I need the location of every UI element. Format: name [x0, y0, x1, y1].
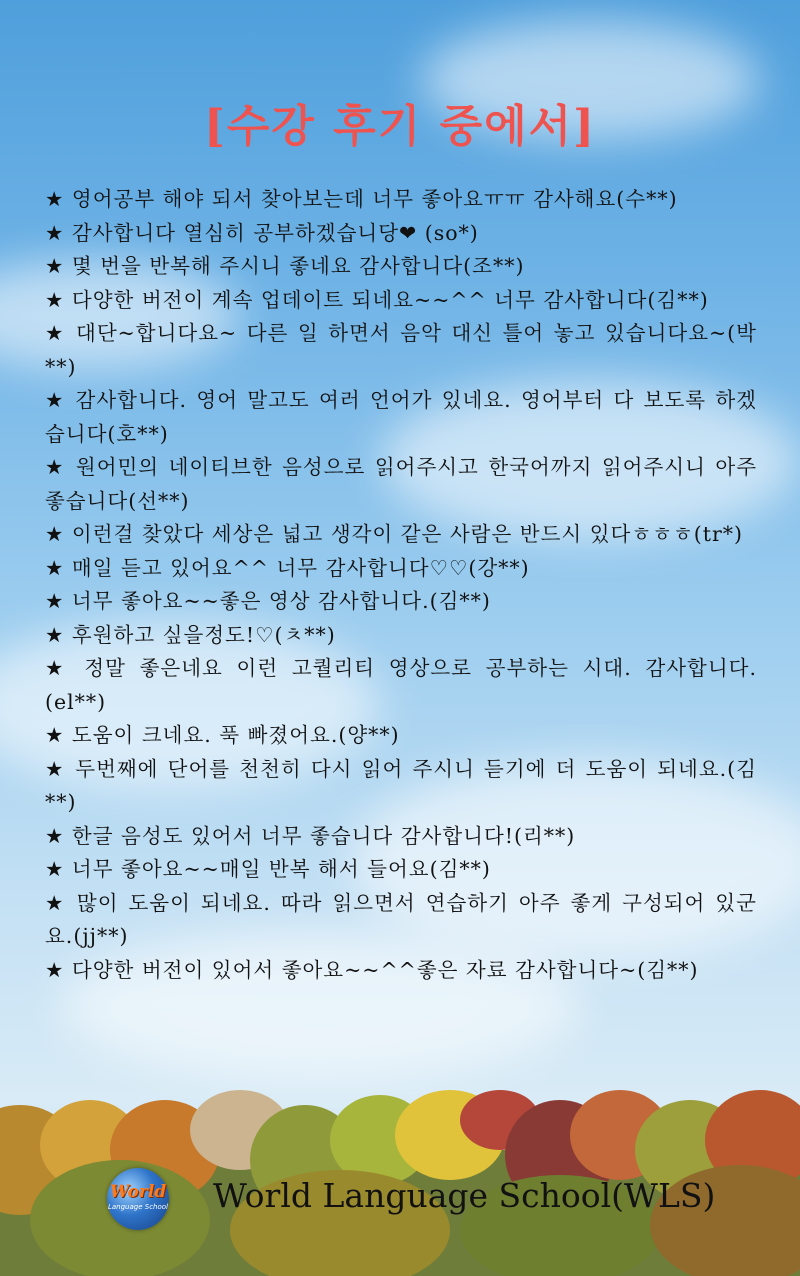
star-bullet-icon: ★: [45, 455, 67, 479]
review-text: 많이 도움이 되네요. 따라 읽으면서 연습하기 아주 좋게 구성되어 있군요.(jj**): [45, 890, 757, 948]
review-item: [45, 954, 757, 988]
review-text: 너무 좋아요~~매일 반복 해서 들어요(김**): [71, 857, 491, 881]
review-item: [45, 853, 757, 887]
review-text: 한글 음성도 있어서 너무 좋습니다 감사합니다!(리**): [71, 823, 576, 848]
review-text: 매일 듣고 있어요^^ 너무 감사합니다♡♡(강**): [71, 555, 530, 580]
review-text: 두번째에 단어를 천천히 다시 읽어 주시니 듣기에 더 도움이 되네요.(김**): [45, 756, 757, 814]
star-bullet-icon: ★: [45, 723, 65, 747]
review-text: 다양한 버전이 계속 업데이트 되네요~~^^ 너무 감사합니다(김**): [71, 287, 709, 312]
review-text: 대단~합니다요~ 다른 일 하면서 음악 대신 틀어 놓고 있습니다요~(박**): [45, 321, 757, 379]
review-text: 도움이 크네요. 푹 빠졌어요.(양**): [71, 723, 400, 747]
review-item: [45, 887, 757, 954]
review-item: [45, 719, 757, 753]
star-bullet-icon: ★: [45, 287, 65, 312]
star-bullet-icon: ★: [45, 823, 65, 848]
review-text: 이런걸 찾았다 세상은 넓고 생각이 같은 사람은 반드시 있다ㅎㅎㅎ(tr*): [71, 522, 744, 546]
star-bullet-icon: ★: [45, 622, 65, 647]
review-text: 너무 좋아요~~좋은 영상 감사합니다.(김**): [71, 589, 491, 613]
star-bullet-icon: ★: [45, 254, 65, 278]
star-bullet-icon: ★: [45, 522, 65, 546]
review-item: [45, 250, 757, 284]
star-bullet-icon: ★: [45, 589, 65, 613]
review-text: 원어민의 네이티브한 음성으로 읽어주시고 한국어까지 읽어주시니 아주 좋습니다(선**): [45, 455, 757, 513]
review-item: [45, 317, 757, 384]
review-item: [45, 552, 757, 586]
review-text: 영어공부 해야 되서 찾아보는데 너무 좋아요ㅠㅠ 감사해요(수**): [71, 187, 678, 211]
review-item: [45, 652, 757, 719]
review-item: [45, 820, 757, 854]
review-text: 정말 좋은네요 이런 고퀄리티 영상으로 공부하는 시대. 감사합니다.(el**): [45, 656, 757, 714]
review-item: [45, 753, 757, 820]
star-bullet-icon: ★: [45, 957, 65, 982]
review-item: [45, 284, 757, 318]
review-item: [45, 451, 757, 518]
review-item: [45, 217, 757, 251]
review-text: 감사합니다 열심히 공부하겠습니당❤ (so*): [71, 220, 479, 245]
review-text: 감사합니다. 영어 말고도 여러 언어가 있네요. 영어부터 다 보도록 하겠습니다(호**): [45, 388, 757, 446]
star-bullet-icon: ★: [45, 321, 67, 345]
review-text: 몇 번을 반복해 주시니 좋네요 감사합니다(조**): [71, 254, 525, 278]
star-bullet-icon: ★: [45, 555, 65, 580]
star-bullet-icon: ★: [45, 656, 71, 680]
footer: [0, 1160, 800, 1240]
review-text: 다양한 버전이 있어서 좋아요~~^^좋은 자료 감사합니다~(김**): [71, 957, 699, 982]
logo-subtitle: Language School: [107, 1203, 168, 1211]
star-bullet-icon: ★: [45, 388, 67, 412]
logo-word: World: [109, 1182, 167, 1202]
review-item: [45, 619, 757, 653]
review-text: 후원하고 싶을정도!♡(ㅊ**): [71, 622, 336, 647]
school-name: World Language School(WLS): [213, 1176, 716, 1215]
review-item: [45, 518, 757, 552]
star-bullet-icon: ★: [45, 857, 65, 881]
star-bullet-icon: ★: [45, 756, 67, 781]
star-bullet-icon: ★: [45, 187, 65, 211]
review-item: [45, 183, 757, 217]
globe-logo-icon: [107, 1168, 169, 1230]
review-item: [45, 384, 757, 451]
page-title: [수강 후기 중에서]: [204, 101, 596, 152]
review-list: [45, 183, 757, 987]
star-bullet-icon: ★: [45, 220, 65, 245]
star-bullet-icon: ★: [45, 890, 67, 915]
review-item: [45, 585, 757, 619]
